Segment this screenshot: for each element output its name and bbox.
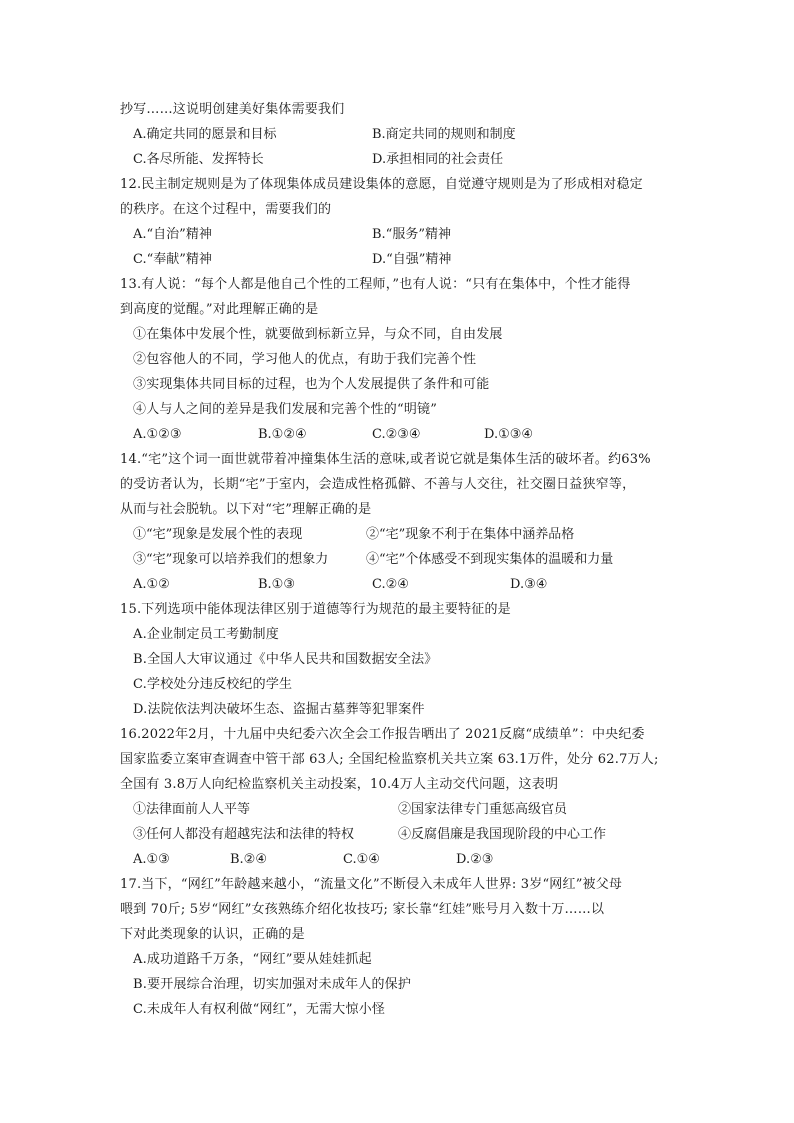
- question-17-text: 17.当下，“网红”年龄越来越小，“流量文化”不断侵入未成年人世界: 3岁“网红”被父母: [120, 877, 623, 892]
- statement-item: ④“宅”个体感受不到现实集体的温暖和力量: [366, 552, 614, 567]
- statement-item: ④反腐倡廉是我国现阶段的中心工作: [398, 827, 607, 842]
- option-b: B.①②④: [258, 427, 307, 442]
- question-13-text: 到高度的觉醒。”对此理解正确的是: [120, 302, 319, 317]
- option-d: D.③④: [510, 577, 548, 592]
- question-17-text: 喂到 70斤; 5岁“网红”女孩熟练介绍化妆技巧; 家长靠“红娃”账号月入数十万……以: [120, 902, 605, 917]
- statement-item: ③实现集体共同目标的过程，也为个人发展提供了条件和可能: [133, 377, 490, 392]
- option-d: D.法院依法判决破坏生态、盗掘古墓葬等犯罪案件: [133, 702, 425, 717]
- option-c: C.未成年人有权利做“网红”，无需大惊小怪: [133, 1002, 386, 1017]
- option-d: D.①③④: [484, 427, 534, 442]
- question-16-text: 国家监委立案审查调查中管干部 63人; 全国纪检监察机关共立案 63.1万件，处分 62.7万人;: [120, 752, 659, 767]
- option-a: A.成功道路千万条，“网红”要从娃娃抓起: [133, 952, 372, 967]
- question-12-text: 12.民主制定规则是为了体现集体成员建设集体的意愿，自觉遵守规则是为了形成相对稳定: [120, 177, 643, 192]
- option-b: B.“服务”精神: [372, 227, 451, 242]
- option-d: D.“自强”精神: [372, 252, 452, 267]
- option-b: B.商定共同的规则和制度: [372, 127, 516, 142]
- question-text: 抄写……这说明创建美好集体需要我们: [120, 102, 345, 117]
- question-15-text: 15.下列选项中能体现法律区别于道德等行为规范的最主要特征的是: [120, 602, 511, 617]
- option-c: C.②④: [372, 577, 409, 592]
- question-14-text: 的受访者认为，长期“宅”于室内，会造成性格孤僻、不善与人交往，社交圈日益狭窄等，: [120, 477, 636, 492]
- question-17-text: 下对此类现象的认识，正确的是: [120, 927, 305, 942]
- option-a: A.企业制定员工考勤制度: [133, 627, 279, 642]
- option-c: C.②③④: [372, 427, 421, 442]
- option-b: B.①③: [258, 577, 295, 592]
- option-b: B.全国人大审议通过《中华人民共和国数据安全法》: [133, 652, 438, 667]
- option-a: A.确定共同的愿景和目标: [133, 127, 277, 142]
- option-c: C.学校处分违反校纪的学生: [133, 677, 293, 692]
- option-a: A.①②③: [133, 427, 182, 442]
- statement-item: ①“宅”现象是发展个性的表现: [133, 527, 303, 542]
- option-c: C.①④: [343, 852, 380, 867]
- option-d: D.承担相同的社会责任: [372, 152, 504, 167]
- question-13-text: 13.有人说：“每个人都是他自己个性的工程师，”也有人说：“只有在集体中，个性才能得: [120, 277, 631, 292]
- statement-item: ④人与人之间的差异是我们发展和完善个性的“明镜”: [133, 402, 438, 417]
- option-c: C.“奉献”精神: [133, 252, 212, 267]
- question-16-text: 16.2022年2月，十九届中央纪委六次全会工作报告晒出了 2021反腐“成绩单”：中央纪委: [120, 727, 645, 742]
- statement-item: ①在集体中发展个性，就要做到标新立异，与众不同，自由发展: [133, 327, 503, 342]
- question-16-text: 全国有 3.8万人向纪检监察机关主动投案，10.4万人主动交代问题，这表明: [120, 777, 559, 792]
- statement-item: ②国家法律专门重惩高级官员: [398, 802, 568, 817]
- option-a: A.①③: [133, 852, 170, 867]
- option-b: B.要开展综合治理，切实加强对未成年人的保护: [133, 977, 412, 992]
- statement-item: ②“宅”现象不利于在集体中涵养品格: [366, 527, 575, 542]
- statement-item: ③“宅”现象可以培养我们的想象力: [133, 552, 329, 567]
- statement-item: ②包容他人的不同，学习他人的优点，有助于我们完善个性: [133, 352, 477, 367]
- option-b: B.②④: [230, 852, 267, 867]
- option-a: A.①②: [133, 577, 170, 592]
- statement-item: ③任何人都没有超越宪法和法律的特权: [133, 827, 355, 842]
- option-c: C.各尽所能、发挥特长: [133, 152, 264, 167]
- question-12-text: 的秩序。在这个过程中，需要我们的: [120, 202, 332, 217]
- statement-item: ①法律面前人人平等: [133, 802, 251, 817]
- option-a: A.“自治”精神: [133, 227, 212, 242]
- option-d: D.②③: [456, 852, 494, 867]
- question-14-text: 14.“宅”这个词一面世就带着冲撞集体生活的意味,或者说它就是集体生活的破坏者。约63%: [120, 452, 651, 467]
- question-14-text: 从而与社会脱轨。以下对“宅”理解正确的是: [120, 502, 372, 517]
